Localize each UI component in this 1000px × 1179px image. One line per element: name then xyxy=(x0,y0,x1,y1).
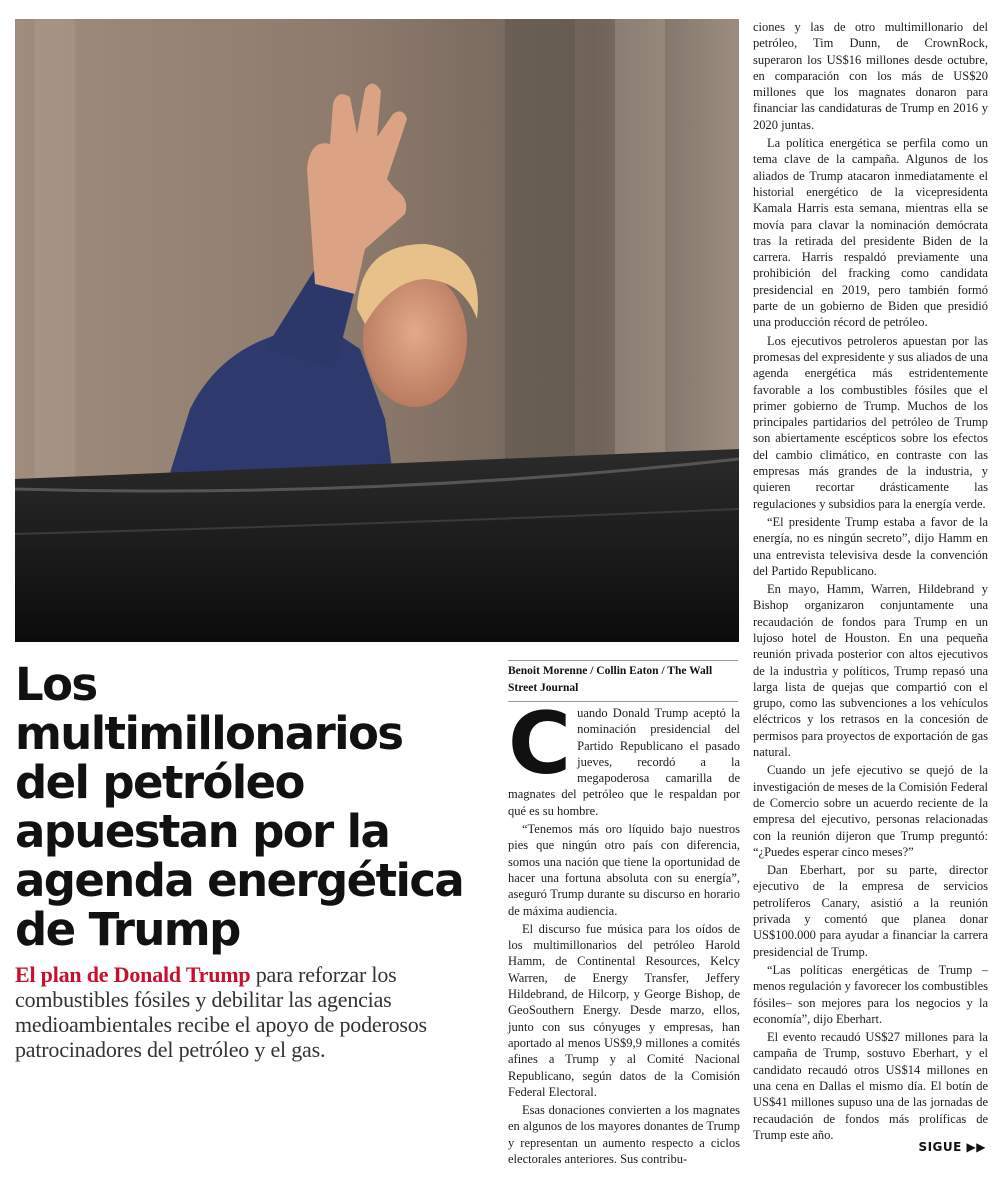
article-paragraph: Cuando Donald Trump aceptó la nominación presidencial del Partido Republicano el pasado jueves, recordó a la megapoderosa camarilla de magnates del petróleo que le respaldan por qué es su hombre. xyxy=(508,694,740,818)
headline: Los multimillonarios del petróleo apuestan por la agenda energética de Trump xyxy=(15,658,464,956)
continue-marker: SIGUE ▶▶ xyxy=(918,1140,986,1154)
article-paragraph: En mayo, Hamm, Warren, Hildebrand y Bishop organizaron conjuntamente una recaudación de fondos para Trump en un lujoso hotel de Houston. En una pequeña reunión privada posterior con altos ejecutivos de la industria y políticos, Trump repasó una larga lista de quejas que compartió con el grupo, como las subvenciones a los vehículos eléctricos y los retrasos en la concesión de permisos para proyectos de exportación de gas natural. xyxy=(753,582,988,760)
dek-lead: El plan de Donald Trump xyxy=(15,962,251,987)
article-paragraph: ciones y las de otro multimillonario del petróleo, Tim Dunn, de CrownRock, superaron los US$16 millones desde octubre, en comparación con los más de US$20 millones que los magnates donaron para financiar las candidaturas de Trump en 2016 y 2020 juntas. xyxy=(753,20,988,132)
news-photo xyxy=(15,19,739,642)
article-paragraph: “El presidente Trump estaba a favor de la energía, no es ningún secreto”, dijo Hamm en una entrevista televisiva desde la convención del Partido Republicano. xyxy=(753,514,988,578)
dek xyxy=(15,962,485,1062)
article-paragraph: “Tenemos más oro líquido bajo nuestros pies que ningún otro país con diferencia, somos una nación que tiene la oportunidad de hacer una fortuna absoluta con su energía”, aseguró Trump durante su discurso en horario de máxima audiencia. xyxy=(508,822,740,918)
article-paragraph: Los ejecutivos petroleros apuestan por las promesas del expresidente y sus aliados de una agenda energética más estridentemente favorable a los combustibles fósiles que el primer gobierno de Trump. Muchos de los principales partidarios del petróleo de Trump son abiertamente escépticos sobre los efectos del cambio climático, en contraste con las empresas más grandes de la industria, y quieren recortar drásticamente las regulaciones y subsidios para la energía verde. xyxy=(753,333,989,511)
article-paragraph: Dan Eberhart, por su parte, director ejecutivo de la empresa de servicios petrolíferos Canary, asistió a la reunión privada y comentó que planea donar US$100.000 para ayudar a financiar la carrera presidencial de Trump. xyxy=(753,863,988,959)
article-column-1 xyxy=(508,694,740,1167)
byline: Benoit Morenne / Collin Eaton / The Wall Street Journal xyxy=(508,660,738,702)
article-paragraph: Esas donaciones convierten a los magnates en algunos de los mayores donantes de Trump y representan un aumento respecto a ciclos electorales anteriores. Sus contribu- xyxy=(508,1103,740,1167)
article-paragraph: “Las políticas energéticas de Trump –menos regulación y favorecer los combustibles fósiles– son mejores para los negocios y la economía”, dijo Eberhart. xyxy=(753,962,988,1026)
drop-cap: C xyxy=(508,694,572,794)
article-paragraph: Cuando un jefe ejecutivo se quejó de la investigación de meses de la Comisión Federal de Comercio sobre un acuerdo reciente de la empresa del ejecutivo, personas relacionadas con la reunión dijeron que Trump preguntó: “¿Puedes esperar cinco meses?” xyxy=(753,763,988,859)
article-paragraph: El evento recaudó US$27 millones para la campaña de Trump, sostuvo Eberhart, y el candidato recaudó otros US$14 millones en una cena en Dallas el mismo día. El botín de US$41 millones supuso una de las jornadas de recaudación de fondos más prolíficas de Trump este año. xyxy=(753,1030,988,1142)
article-column-2 xyxy=(753,19,989,1142)
article-paragraph: La política energética se perfila como un tema clave de la campaña. Algunos de los aliados de Trump atacaron inmediatamente el historial energético de la vicepresidenta Kamala Harris esta semana, mientras ella se movía para clavar la nominación demócrata tras la retirada del presidente Biden de la carrera. Harris respaldó previamente una prohibición del fracking como candidata presidencial en 2019, pero también formó parte de un gobierno de Biden que presidió una producción récord de petróleo. xyxy=(753,136,988,330)
photo-illustration xyxy=(15,19,739,642)
dek-body: para reforzar los combustibles fósiles y debilitar las agencias medioambientales recibe el apoyo de poderosos patrocinadores del petróleo y el gas. xyxy=(15,962,427,1062)
article-paragraph: El discurso fue música para los oídos de los multimillonarios del petróleo Harold Hamm, de Continental Resources, Kelcy Warren, de Energy Transfer, Jeffery Hildebrand, de Hilcorp, y George Bishop, de GeoSouthern Energy. Desde marzo, ellos, junto con sus cónyuges y empresas, han aportado al menos US$9,9 millones a comités afines a Trump y al Comité Nacional Republicano, según datos de la Comisión Federal Electoral. xyxy=(508,921,740,1099)
